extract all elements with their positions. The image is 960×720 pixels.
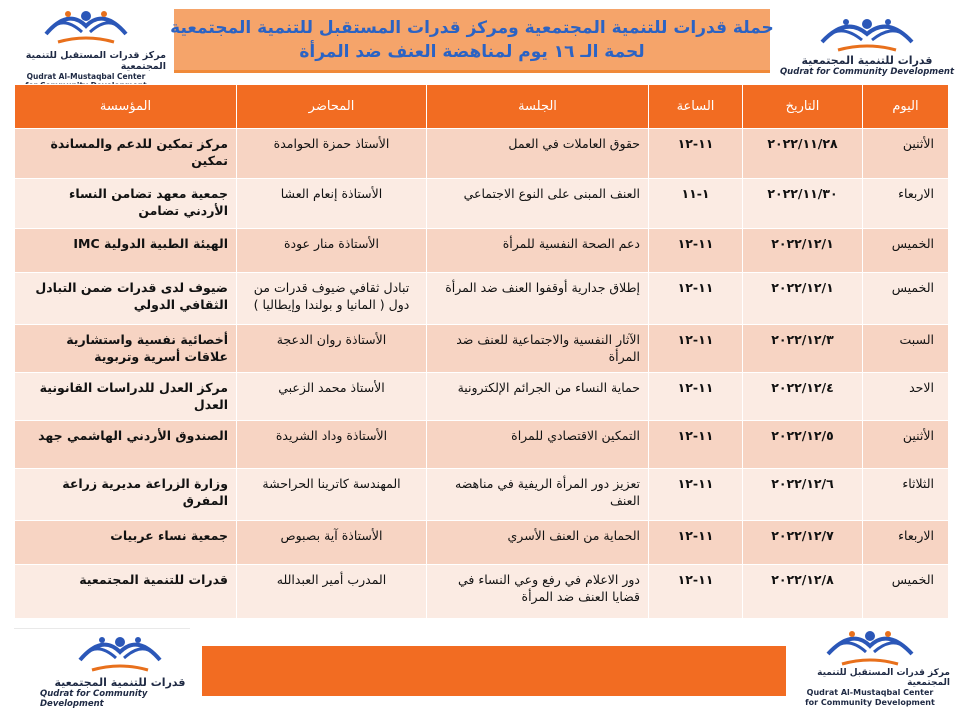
cell-day: الاحد — [863, 373, 949, 421]
cell-date: ٢٠٢٢/١٢/٣ — [743, 325, 863, 373]
table-row — [15, 325, 949, 373]
header-org: المؤسسة — [15, 85, 237, 129]
cell-time: ١١-١٢ — [649, 229, 743, 273]
cell-session: العنف المبنى على النوع الاجتماعي — [427, 179, 649, 229]
cell-time: ١١-١٢ — [649, 565, 743, 619]
cell-org: مركز العدل للدراسات القانونية العدل — [15, 373, 237, 421]
cell-org: جمعية نساء عربيات — [15, 521, 237, 565]
cell-org: مركز تمكين للدعم والمساندة تمكين — [15, 129, 237, 179]
cell-date: ٢٠٢٢/١٢/١ — [743, 229, 863, 273]
logo-bottom-right — [790, 624, 950, 708]
cell-lecturer: تبادل ثقافي ضيوف قدرات من دول ( المانيا و بولندا وإيطاليا ) — [237, 273, 427, 325]
logo-arabic-name: قدرات للتنمية المجتمعية — [54, 676, 186, 689]
cell-session: حقوق العاملات في العمل — [427, 129, 649, 179]
logo-arabic-name: مركز قدرات المستقبل للتنمية المجتمعية — [817, 668, 950, 688]
cell-lecturer: الأستاذة آية بصبوص — [237, 521, 427, 565]
cell-time: ١١-١٢ — [649, 469, 743, 521]
cell-org: الهيئة الطبية الدولية IMC — [15, 229, 237, 273]
footer-band — [202, 646, 786, 696]
cell-org: جمعية معهد تضامن النساء الأردني تضامن — [15, 179, 237, 229]
people-circle-logo-icon — [72, 630, 168, 676]
page-title: حملة قدرات للتنمية المجتمعية ومركز قدرات المستقبل للتنمية المجتمعية — [170, 17, 774, 38]
people-circle-logo-icon — [38, 4, 134, 50]
divider — [14, 628, 190, 629]
table-header-row — [15, 85, 949, 129]
cell-day: الخميس — [863, 229, 949, 273]
cell-time: ١١-١٢ — [649, 421, 743, 469]
cell-org: أخصائية نفسية واستشارية علاقات أسرية وتربوية — [15, 325, 237, 373]
cell-date: ٢٠٢٢/١٢/٨ — [743, 565, 863, 619]
cell-date: ٢٠٢٢/١١/٣٠ — [743, 179, 863, 229]
cell-session: التمكين الاقتصادي للمراة — [427, 421, 649, 469]
cell-time: ١١-١٢ — [649, 129, 743, 179]
schedule-table — [14, 84, 949, 619]
cell-date: ٢٠٢٢/١٢/١ — [743, 273, 863, 325]
cell-day: الأثنين — [863, 421, 949, 469]
page-subtitle: لحمة الـ ١٦ يوم لمناهضة العنف ضد المرأة — [299, 41, 645, 62]
cell-lecturer: الأستاذ حمزة الحوامدة — [237, 129, 427, 179]
cell-org: وزارة الزراعة مديرية زراعة المفرق — [15, 469, 237, 521]
cell-session: دعم الصحة النفسية للمرأة — [427, 229, 649, 273]
logo-english-name: Qudrat for Community Development — [40, 689, 148, 709]
cell-session: إطلاق جدارية أوقفوا العنف ضد المرأة — [427, 273, 649, 325]
table-body — [15, 129, 949, 619]
cell-time: ١١-١٢ — [649, 273, 743, 325]
title-banner — [170, 9, 774, 73]
cell-day: الاربعاء — [863, 179, 949, 229]
table-row — [15, 565, 949, 619]
cell-org: ضيوف لدى قدرات ضمن التبادل الثقافي الدولي — [15, 273, 237, 325]
cell-day: الثلاثاء — [863, 469, 949, 521]
logo-english-name: Qudrat Al-Mustaqbal Center — [26, 72, 146, 81]
logo-english-name: Qudrat for Community Development — [779, 67, 955, 77]
logo-top-right — [778, 14, 956, 77]
cell-lecturer: المدرب أمير العبدالله — [237, 565, 427, 619]
table-row — [15, 179, 949, 229]
cell-time: ١-١١ — [649, 179, 743, 229]
cell-date: ٢٠٢٢/١٢/٤ — [743, 373, 863, 421]
cell-day: الخميس — [863, 273, 949, 325]
table-row — [15, 373, 949, 421]
logo-top-left — [6, 4, 166, 90]
header-session: الجلسة — [427, 85, 649, 129]
cell-org: الصندوق الأردني الهاشمي جهد — [15, 421, 237, 469]
cell-lecturer: المهندسة كاترينا الحراحشة — [237, 469, 427, 521]
cell-session: الآثار النفسية والاجتماعية للعنف ضد المرأة — [427, 325, 649, 373]
cell-lecturer: الأستاذة روان الدعجة — [237, 325, 427, 373]
cell-lecturer: الأستاذ محمد الزعبي — [237, 373, 427, 421]
logo-arabic-name: قدرات للتنمية المجتمعية — [801, 54, 933, 67]
cell-session: حماية النساء من الجرائم الإلكترونية — [427, 373, 649, 421]
header-date: التاريخ — [743, 85, 863, 129]
table-row — [15, 229, 949, 273]
header-day: اليوم — [863, 85, 949, 129]
logo-arabic-name: مركز قدرات المستقبل للتنمية المجتمعية — [25, 50, 166, 72]
cell-date: ٢٠٢٢/١٢/٥ — [743, 421, 863, 469]
cell-session: تعزيز دور المرأة الريفية في مناهضه العنف — [427, 469, 649, 521]
table-row — [15, 521, 949, 565]
cell-date: ٢٠٢٢/١٢/٧ — [743, 521, 863, 565]
cell-lecturer: الأستاذة منار عودة — [237, 229, 427, 273]
table-row — [15, 273, 949, 325]
header-lecturer: المحاضر — [237, 85, 427, 129]
cell-date: ٢٠٢٢/١٢/٦ — [743, 469, 863, 521]
logo-bottom-left — [40, 630, 200, 709]
cell-time: ١١-١٢ — [649, 521, 743, 565]
cell-day: الاربعاء — [863, 521, 949, 565]
cell-session: دور الاعلام في رفع وعي النساء في قضايا العنف ضد المرأة — [427, 565, 649, 619]
cell-day: الأثنين — [863, 129, 949, 179]
table-row — [15, 469, 949, 521]
cell-day: الخميس — [863, 565, 949, 619]
cell-time: ١١-١٢ — [649, 373, 743, 421]
cell-day: السبت — [863, 325, 949, 373]
table-row — [15, 129, 949, 179]
people-circle-logo-icon — [812, 14, 922, 54]
cell-lecturer: الأستاذة وداد الشريدة — [237, 421, 427, 469]
cell-date: ٢٠٢٢/١١/٢٨ — [743, 129, 863, 179]
logo-english-name: Qudrat Al-Mustaqbal Center — [806, 688, 934, 697]
cell-lecturer: الأستاذة إنعام العشا — [237, 179, 427, 229]
cell-org: قدرات للتنمية المجتمعية — [15, 565, 237, 619]
table-row — [15, 421, 949, 469]
cell-session: الحماية من العنف الأسري — [427, 521, 649, 565]
header-time: الساعة — [649, 85, 743, 129]
cell-time: ١١-١٢ — [649, 325, 743, 373]
people-circle-logo-icon — [820, 624, 920, 668]
logo-english-name: for Community Development — [805, 698, 935, 707]
